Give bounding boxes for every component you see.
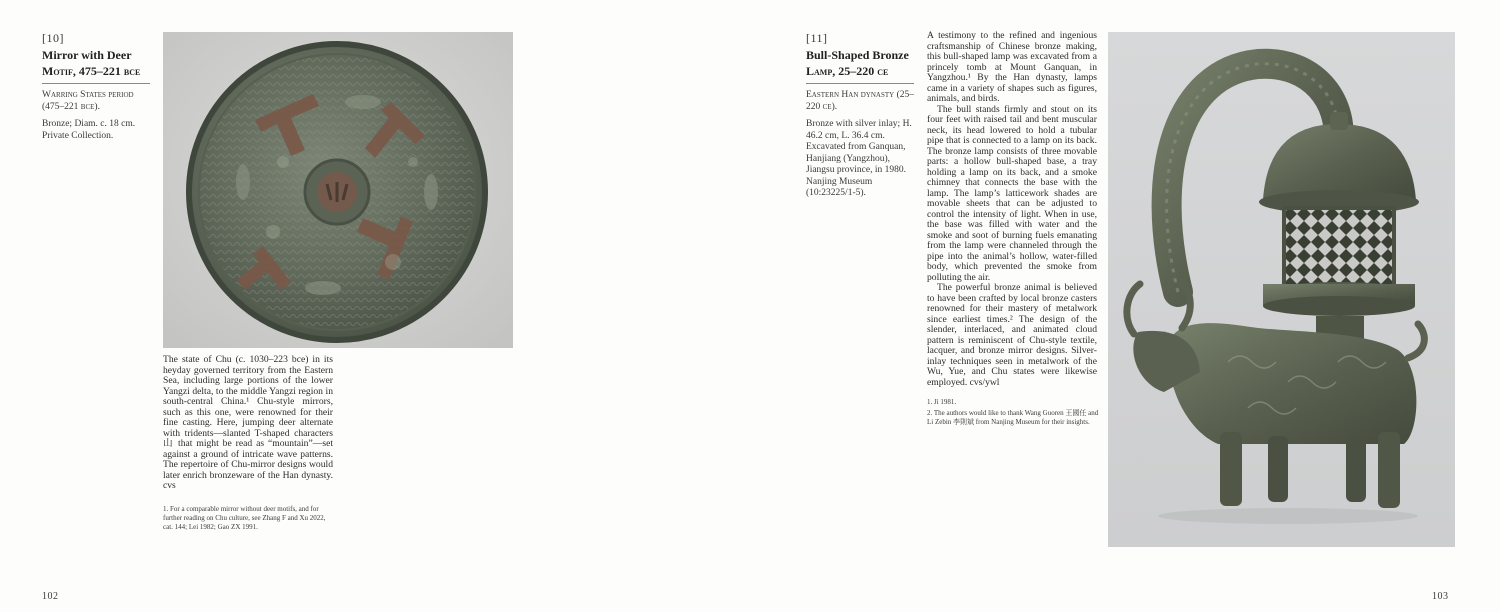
mirror-photograph [163,32,513,348]
object-title: Bull-Shaped Bronze Lamp, 25–220 ce [806,48,909,78]
bull-lamp-image [1108,32,1455,547]
mirror-essay-paragraph: The state of Chu (c. 1030–223 bce) in its heyday governed territory from the Eastern Sea, including large portions of the lower Yangzi delta, to the middle Yangzi region in south-central China.¹ Chu-style mirrors, such as this one, were renowned for their fine casting. Here, jumping deer alternate with tridents—slanted T-shaped characters 山 that might be read as “mountain”—set against a ground of intricate wave patterns. The repertoire of Chu-mirror designs would later enrich bronzeware of the Han dynasty. cvs [163,354,333,491]
object-period: Eastern Han dynasty (25–220 ce). [806,90,914,112]
lamp-essay [927,31,1097,388]
lamp-essay-paragraph-1: A testimony to the refined and ingenious craftsmanship of Chinese bronze making, this bull-shaped lamp was excavated from a princely tomb at Mount Ganquan, in Yangzhou.¹ By the Han dynasty, lamps came in a variety of shapes such as figures, animals, and birds. [927,30,1097,104]
mirror-caption [42,31,150,148]
caption-rule [42,83,150,84]
mirror-footnote: 1. For a comparable mirror without deer motifs, and for further reading on Chu culture, see Zhang F and Xu 2022, cat. 144; Lei 1982; Gao ZX 1991. [163,505,326,531]
footnote-2: 2. The authors would like to thank Wang Guoren 王國任 and Li Zebin 李則斌 from Nanjing Museum for their insights. [927,409,1099,426]
page-number-right: 103 [1432,591,1449,602]
lamp-essay-paragraph-2: The bull stands firmly and stout on its four feet with raised tail and bent muscular neck, its head lowered to hold a tubular pipe that is connected to a lamp on its back. The bronze lamp consists of three movable parts: a hollow bull-shaped base, a tray holding a lamp on its back, and a smoke chimney that connects the base with the lamp. The lamp’s latticework shades are movable sheets that can be adjusted to control the intensity of light. When in use, the base was filled with water and the smoke and soot of burning fuels emanating from the lamp were channeled through the pipe into the animal’s hollow, water-filled body, which prevented the smoke from polluting the air. [927,103,1097,283]
object-details: Bronze; Diam. c. 18 cm. Private Collection. [42,119,136,141]
page-number-left: 102 [42,591,59,602]
caption-rule [806,83,914,84]
mirror-essay [163,355,333,492]
object-title: Mirror with Deer Motif, 475–221 bce [42,48,141,78]
object-period: Warring States period (475–221 bce). [42,90,134,112]
footnote-1: 1. Ji 1981. [927,398,957,406]
lamp-footnotes [927,398,1099,429]
bronze-mirror-image [163,32,513,348]
catalogue-number: [11] [806,31,828,45]
lamp-essay-paragraph-3: The powerful bronze animal is believed to have been crafted by local bronze casters renowned for their mastery of metalwork since earliest times.² The design of the slender, interlaced, and animated cloud pattern is reminiscent of Chu-style textile, lacquer, and bronze mirror designs. Silver-inlay techniques seen in metalwork of the Wu, Yue, and Chu states were likewise employed. cvs/ywl [927,282,1097,388]
object-details: Bronze with silver inlay; H. 46.2 cm, L. 36.4 cm. Excavated from Ganquan, Hanjiang (Yangzhou), Jiangsu province, in 1980. Nanjing Museum (10:23225/1-5). [806,119,912,198]
lamp-caption [806,31,914,206]
object-metadata [42,90,150,142]
catalogue-number: [10] [42,31,64,45]
lamp-photograph [1108,32,1455,547]
object-metadata [806,90,914,200]
